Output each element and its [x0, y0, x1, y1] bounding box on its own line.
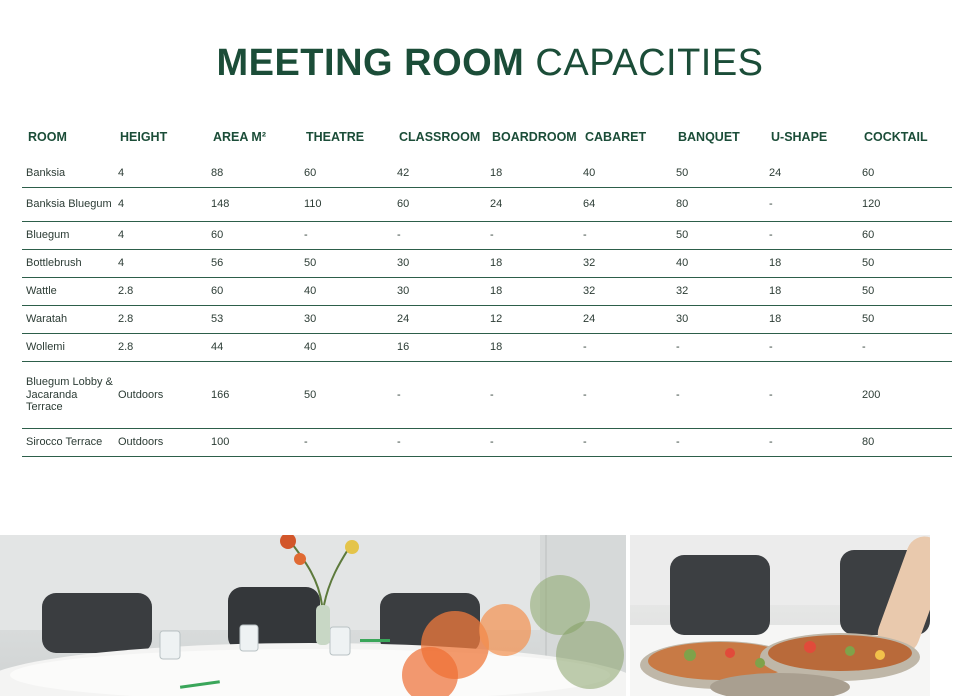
- col-header-theatre: THEATRE: [306, 130, 365, 144]
- cell-area: 148: [207, 188, 300, 222]
- cell-area: 60: [207, 222, 300, 250]
- cell-banquet: -: [672, 334, 765, 362]
- catering-illustration: [630, 535, 980, 696]
- cell-height: 2.8: [114, 306, 207, 334]
- cell-height: Outdoors: [114, 429, 207, 457]
- cell-boardroom: 18: [486, 334, 579, 362]
- meeting-room-photo: [0, 535, 626, 696]
- table-row: [22, 250, 952, 278]
- cell-banquet: 32: [672, 278, 765, 306]
- table-row: [22, 362, 952, 429]
- cell-room: Bottlebrush: [22, 250, 114, 278]
- cell-u-shape: -: [765, 188, 858, 222]
- cell-theatre: 50: [300, 362, 393, 429]
- title-bold: MEETING ROOM: [216, 42, 525, 84]
- cell-theatre: 110: [300, 188, 393, 222]
- page-title: [0, 40, 980, 86]
- cell-cocktail: 120: [858, 188, 952, 222]
- col-header-banquet: BANQUET: [678, 130, 740, 144]
- cell-height: 2.8: [114, 278, 207, 306]
- cell-theatre: 30: [300, 306, 393, 334]
- cell-cocktail: -: [858, 334, 952, 362]
- cell-banquet: -: [672, 429, 765, 457]
- cell-cocktail: 60: [858, 222, 952, 250]
- cell-height: Outdoors: [114, 362, 207, 429]
- cell-height: 4: [114, 222, 207, 250]
- cell-area: 60: [207, 278, 300, 306]
- cell-boardroom: 18: [486, 278, 579, 306]
- table-row: [22, 160, 952, 188]
- cell-banquet: -: [672, 362, 765, 429]
- cell-u-shape: 18: [765, 278, 858, 306]
- table-header-row: [22, 124, 952, 150]
- cell-cocktail: 80: [858, 429, 952, 457]
- col-header-area: AREA M²: [213, 130, 267, 144]
- cell-height: 2.8: [114, 334, 207, 362]
- cell-theatre: -: [300, 222, 393, 250]
- cell-area: 44: [207, 334, 300, 362]
- cell-cabaret: 24: [579, 306, 672, 334]
- cell-cabaret: -: [579, 429, 672, 457]
- cell-cabaret: -: [579, 362, 672, 429]
- cell-cocktail: 50: [858, 250, 952, 278]
- cell-boardroom: 12: [486, 306, 579, 334]
- cell-boardroom: -: [486, 429, 579, 457]
- cell-room: Wattle: [22, 278, 114, 306]
- col-header-room: ROOM: [28, 130, 67, 144]
- cell-room: Wollemi: [22, 334, 114, 362]
- cell-u-shape: -: [765, 429, 858, 457]
- cell-theatre: -: [300, 429, 393, 457]
- title-light: CAPACITIES: [535, 42, 764, 84]
- cell-u-shape: 18: [765, 250, 858, 278]
- cell-cabaret: 64: [579, 188, 672, 222]
- cell-u-shape: -: [765, 334, 858, 362]
- col-header-cocktail: COCKTAIL: [864, 130, 928, 144]
- cell-area: 56: [207, 250, 300, 278]
- cell-classroom: 30: [393, 278, 486, 306]
- cell-room: Waratah: [22, 306, 114, 334]
- cell-theatre: 60: [300, 160, 393, 188]
- cell-cabaret: 40: [579, 160, 672, 188]
- cell-cabaret: -: [579, 334, 672, 362]
- catering-photo: [630, 535, 980, 696]
- cell-banquet: 50: [672, 222, 765, 250]
- cell-area: 53: [207, 306, 300, 334]
- table-row: [22, 429, 952, 457]
- cell-height: 4: [114, 160, 207, 188]
- col-header-classroom: CLASSROOM: [399, 130, 481, 144]
- table-row: [22, 222, 952, 250]
- table-row: [22, 188, 952, 222]
- cell-classroom: 42: [393, 160, 486, 188]
- cell-room: Banksia Bluegum: [22, 188, 114, 222]
- table-row: [22, 278, 952, 306]
- cell-classroom: 16: [393, 334, 486, 362]
- cell-banquet: 80: [672, 188, 765, 222]
- cell-room: Banksia: [22, 160, 114, 188]
- cell-cabaret: -: [579, 222, 672, 250]
- cell-classroom: 30: [393, 250, 486, 278]
- cell-area: 88: [207, 160, 300, 188]
- cell-u-shape: 24: [765, 160, 858, 188]
- cell-boardroom: -: [486, 362, 579, 429]
- cell-area: 166: [207, 362, 300, 429]
- meeting-room-illustration: [0, 535, 626, 696]
- cell-classroom: 24: [393, 306, 486, 334]
- cell-cabaret: 32: [579, 278, 672, 306]
- cell-classroom: -: [393, 362, 486, 429]
- cell-room: Sirocco Terrace: [22, 429, 114, 457]
- cell-height: 4: [114, 188, 207, 222]
- cell-room: Bluegum: [22, 222, 114, 250]
- cell-u-shape: -: [765, 362, 858, 429]
- cell-banquet: 40: [672, 250, 765, 278]
- cell-cocktail: 50: [858, 306, 952, 334]
- cell-theatre: 40: [300, 278, 393, 306]
- cell-theatre: 40: [300, 334, 393, 362]
- col-header-boardroom: BOARDROOM: [492, 130, 577, 144]
- table-row: [22, 334, 952, 362]
- cell-banquet: 50: [672, 160, 765, 188]
- cell-area: 100: [207, 429, 300, 457]
- cell-theatre: 50: [300, 250, 393, 278]
- cell-classroom: -: [393, 222, 486, 250]
- cell-cocktail: 200: [858, 362, 952, 429]
- cell-cocktail: 50: [858, 278, 952, 306]
- capacity-table: [22, 124, 952, 457]
- col-header-height: HEIGHT: [120, 130, 168, 144]
- cell-cabaret: 32: [579, 250, 672, 278]
- cell-room: Bluegum Lobby & Jacaranda Terrace: [22, 362, 114, 429]
- cell-cocktail: 60: [858, 160, 952, 188]
- cell-boardroom: 24: [486, 188, 579, 222]
- cell-boardroom: 18: [486, 160, 579, 188]
- col-header-u-shape: U-SHAPE: [771, 130, 828, 144]
- cell-boardroom: -: [486, 222, 579, 250]
- cell-classroom: -: [393, 429, 486, 457]
- col-header-cabaret: CABARET: [585, 130, 647, 144]
- cell-classroom: 60: [393, 188, 486, 222]
- table-row: [22, 306, 952, 334]
- cell-u-shape: -: [765, 222, 858, 250]
- cell-banquet: 30: [672, 306, 765, 334]
- cell-height: 4: [114, 250, 207, 278]
- cell-u-shape: 18: [765, 306, 858, 334]
- cell-boardroom: 18: [486, 250, 579, 278]
